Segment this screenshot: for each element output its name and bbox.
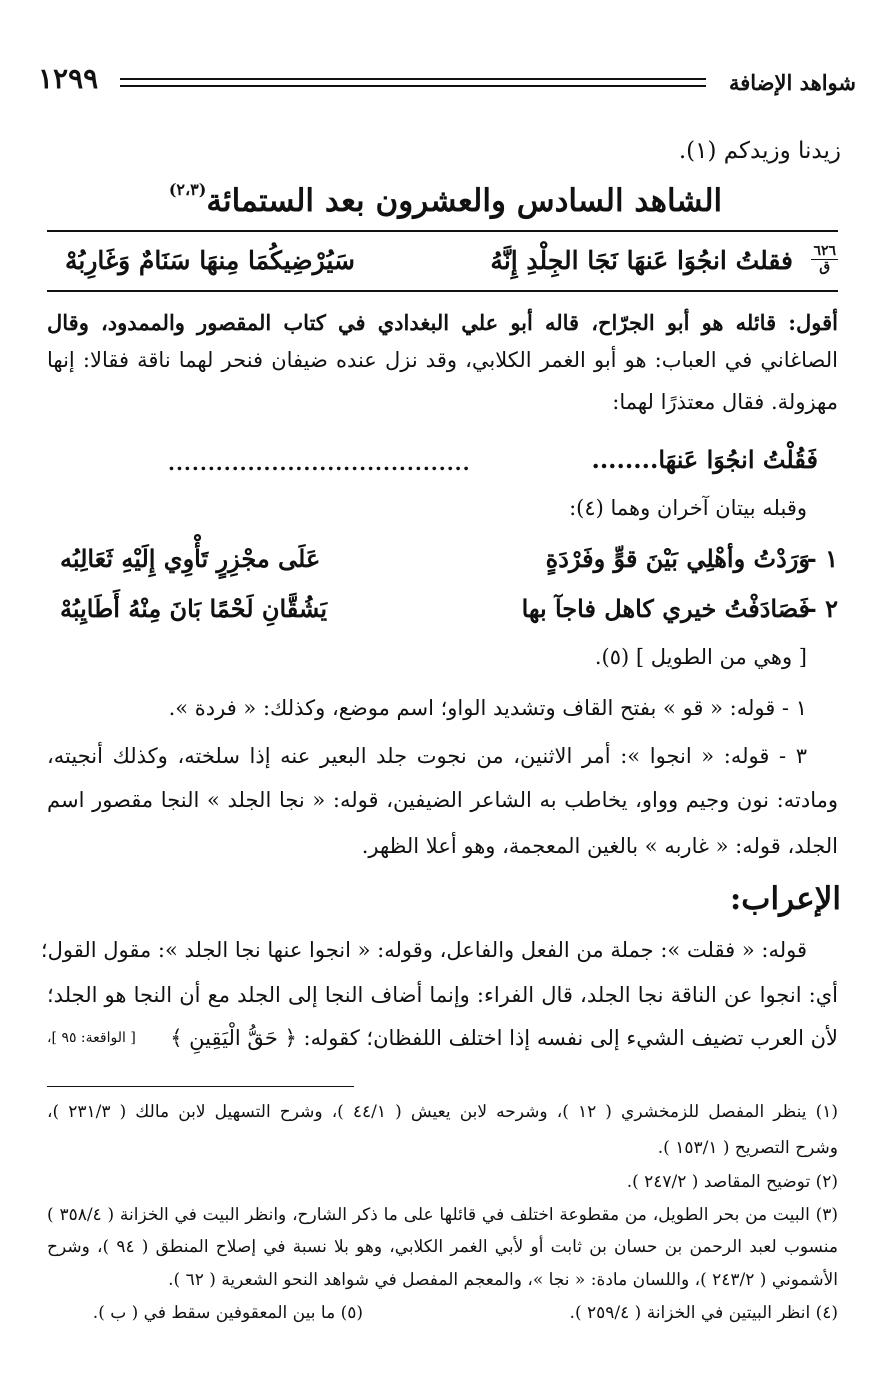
witness-number-sub: ق [819,259,831,276]
witness-number-value: ٦٢٦ [813,243,836,259]
running-header-title: شواهد الإضافة [728,70,856,95]
note-3-end: الجلد، قوله: « غاربه » بالغين المعجمة، وهو أعلا الظهر. [361,834,838,858]
hemistich-first: فقلتُ انجُوَا عَنهَا نَجَا الجِلْدِ إِنَّهُ [490,246,793,275]
footnote-2: (٢) توضيح المقاصد ( ٢٤٧/٢ ). [626,1172,838,1192]
quoted-fragment: فَقُلْتُ انجُوَا عَنهَا........ [591,445,818,474]
footnotes-4-5 [47,1303,838,1329]
main-verse [47,230,838,292]
hemistich-second: سَيُرْضِيكُمَا مِنهَا سَنَامٌ وَغَارِبُهْ [65,246,355,275]
irab-line-2: أي: انجوا عن الناقة نجا الجلد، قال الفراء: وإنما أضاف النجا إلى الجلد مع أن النجا هو الجلد؛ [47,983,838,1007]
verse-2-second: يَشُقَّانِ لَحْمًا بَانَ مِنْهُ أَطَايِبُهْ [60,594,328,623]
witness-heading-text: الشاهد السادس والعشرون بعد الستمائة [206,183,723,219]
quoted-fragment-dots: ...................................... [168,451,471,475]
footnote-5: (٥) ما بين المعقوفين سقط في ( ب ). [92,1303,363,1323]
witness-heading [0,180,891,219]
footnote-3: (٣) البيت من بحر الطويل، من مقطوعة اختلف في قائلها على ما ذكر الشارح، وانظر البيت في الخزانة ( ٣٥٨/٤ ) [47,1205,838,1225]
note-1: ١ - قوله: « قو » بفتح القاف وتشديد الواو؛ اسم موضع، وكذلك: « فردة ». [168,696,807,720]
irab-heading: الإعراب: [729,881,841,917]
quoted-fragment-line [60,445,838,479]
commentary-line-1: أقول: قائله هو أبو الجرّاح، قاله أبو علي البغدادي في كتاب المقصور والممدود، وقال [47,310,838,335]
page-number: ١٢٩٩ [38,62,99,95]
footnote-3-end: الأشموني ( ٢٤٣/٢ )، واللسان مادة: « نجا »، والمعجم المفصل في شواهد النحو الشعرية ( ٦٢ ). [168,1270,838,1290]
commentary-line-2: الصاغاني في العباب: هو أبو الغمر الكلابي، وقد نزل عنده ضيفان فنحر لهما ناقة فقالا: إنها [47,348,838,372]
verse-1-number: ١ - [806,544,838,573]
footnote-rule [47,1086,354,1087]
witness-number [811,244,838,276]
footnote-1-cont: وشرح التصريح ( ١٥٣/١ ). [657,1138,838,1158]
intro-two-verses: وقبله بيتان آخران وهما (٤): [569,496,807,520]
footnote-3-cont: منسوب لعبد الرحمن بن حسان بن ثابت أو لأبي الغمر الكلابي، وهو بلا نسبة في إصلاح المنطق ( ٩٤ )، وشرح [47,1237,839,1257]
commentary-line-3: مهزولة. فقال معتذرًا لهما: [612,390,838,414]
irab-line-3: لأن العرب تضيف الشيء إلى نفسه إذا اختلف اللفظان؛ كقوله: ﴿ حَقُّ الْيَقِينِ ﴾ [170,1026,838,1050]
note-3-cont: ومادته: نون وجيم وواو، يخاطب به الشاعر الضيفين، قوله: « نجا الجلد » النجا مقصور اسم [47,788,838,812]
verse-1 [60,544,838,578]
commentary-line [47,310,838,336]
running-header [38,60,856,100]
verse-2 [60,594,838,628]
header-double-rule [120,78,706,87]
verse-1-first: وَرَدْتُ وأهْلِي بَيْنَ قوٍّ وفَرْدَةٍ [545,544,810,573]
verse-2-first: فَصَادَفْتُ خيري كاهل فاجآ بها [521,594,810,623]
witness-heading-note: (٢،٣) [168,180,207,199]
footnote-1: (١) ينظر المفصل للزمخشري ( ١٢ )، وشرحه لابن يعيش ( ٤٤/١ )، وشرح التسهيل لابن مالك ( ٢٣١/٣ )، [47,1102,838,1122]
quran-reference: [ الواقعة: ٩٥ ]، [47,1030,136,1046]
meter-note: [ وهي من الطويل ] (٥). [594,645,807,669]
irab-line-1: قوله: « فقلت »: جملة من الفعل والفاعل، وقوله: « انجوا عنها نجا الجلد »: مقول القول؛ [40,938,807,962]
continued-text: زيدنا وزيدكم (١). [678,138,841,164]
verse-1-second: عَلَى مجْزِرٍ تَأْوِي إِلَيْهِ ثَعَالِبُه [60,544,321,573]
verse-2-number: ٢ - [806,594,838,623]
footnote-4: (٤) انظر البيتين في الخزانة ( ٢٥٩/٤ ). [569,1303,838,1323]
note-3: ٣ - قوله: « انجوا »: أمر الاثنين، من نجوت جلد البعير عنه إذا سلخته، وكذلك أنجيته، [47,744,807,768]
